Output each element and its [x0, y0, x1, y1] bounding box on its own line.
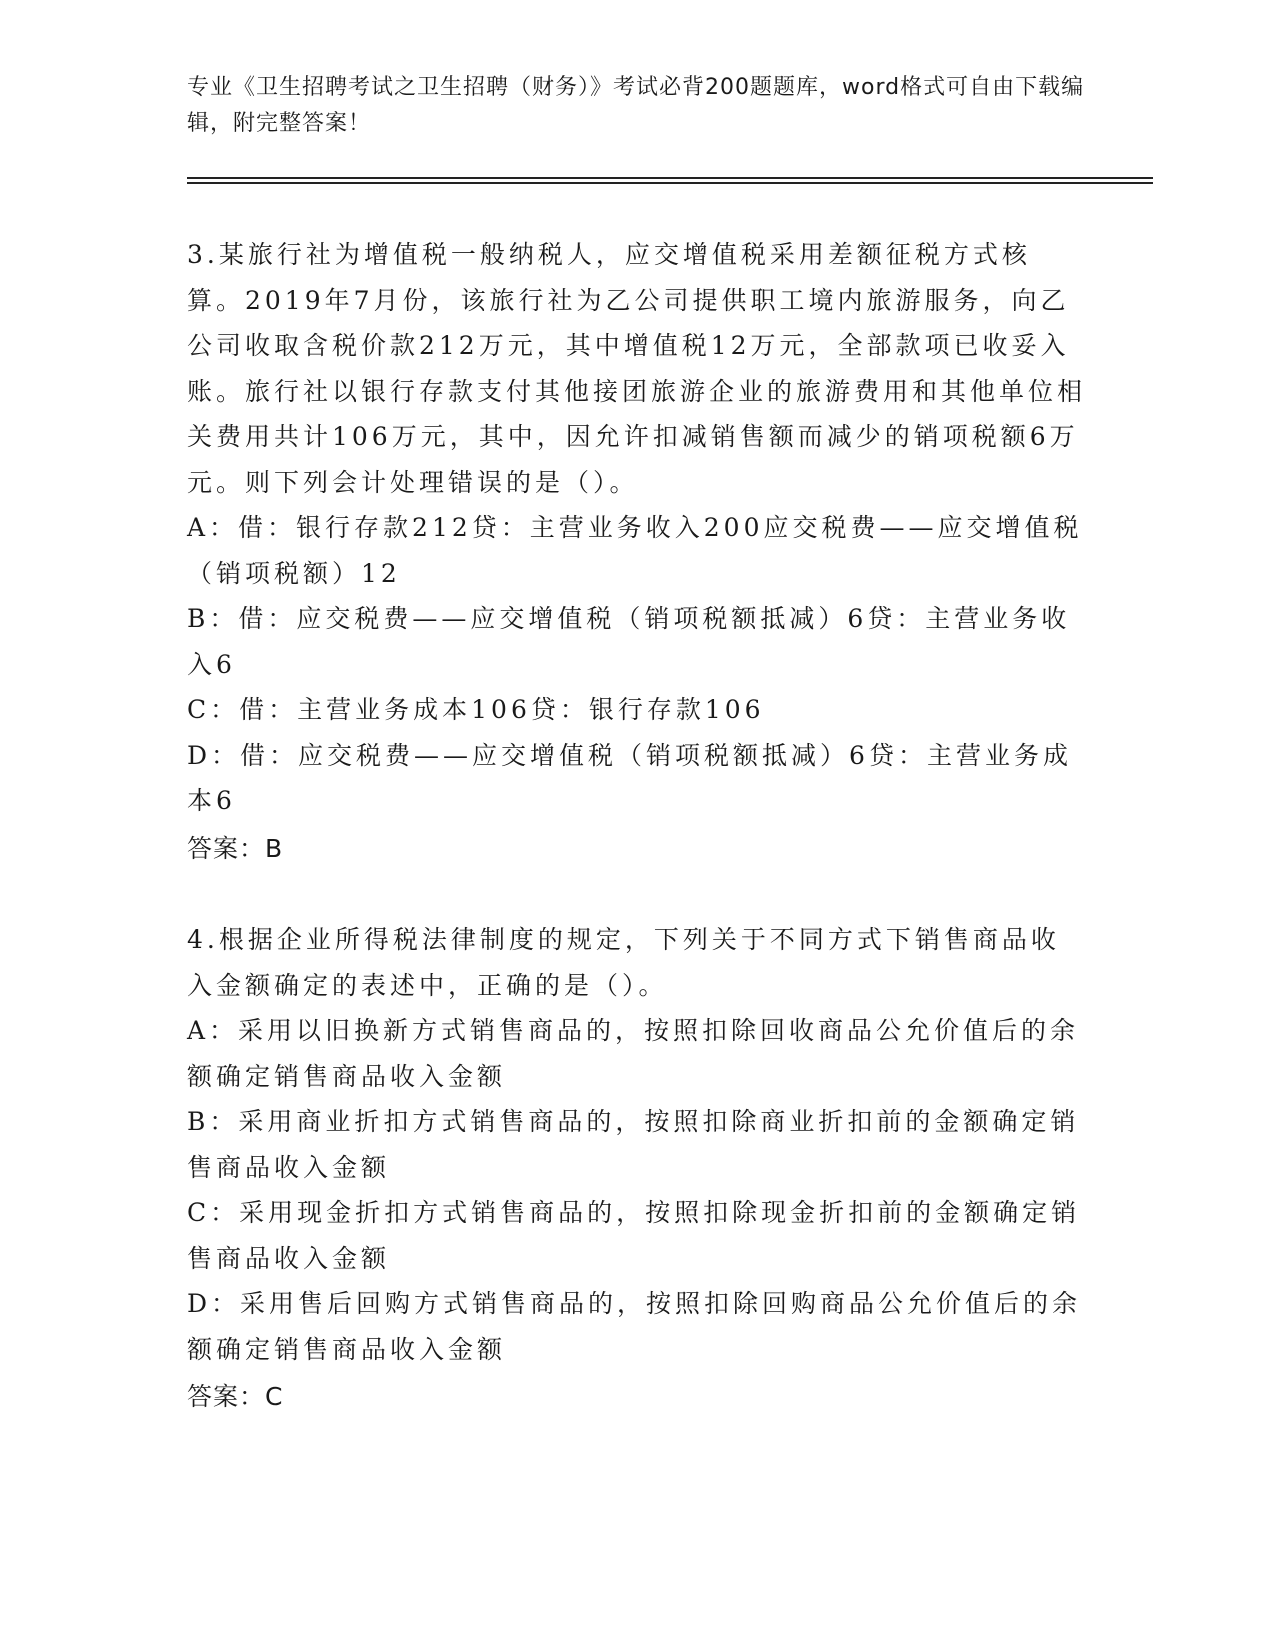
- document-header: 专业《卫生招聘考试之卫生招聘（财务）》考试必背200题题库，word格式可自由下载编辑，附完整答案！: [187, 75, 1085, 136]
- question-4: [187, 917, 1087, 1420]
- option-a: A：采用以旧换新方式销售商品的，按照扣除回收商品公允价值后的余额确定销售商品收入金额: [187, 1016, 1080, 1091]
- option-c: C：采用现金折扣方式销售商品的，按照扣除现金折扣前的金额确定销售商品收入金额: [187, 1198, 1081, 1273]
- question-stem: 4.根据企业所得税法律制度的规定，下列关于不同方式下销售商品收入金额确定的表述中，正确的是（）。: [187, 925, 1060, 1000]
- header-rule-top: [187, 177, 1153, 179]
- option-b: B：借：应交税费——应交增值税（销项税额抵减）6贷：主营业务收入6: [187, 604, 1071, 679]
- option-d: D：借：应交税费——应交增值税（销项税额抵减）6贷：主营业务成本6: [187, 740, 1072, 815]
- option-b: B：采用商业折扣方式销售商品的，按照扣除商业折扣前的金额确定销售商品收入金额: [187, 1107, 1080, 1182]
- question-stem: 3.某旅行社为增值税一般纳税人，应交增值税采用差额征税方式核算。2019年7月份，该旅行社为乙公司提供职工境内旅游服务，向乙公司收取含税价款212万元，其中增值税12万元，全部款项已收妥入账。旅行社以银行存款支付其他接团旅游企业的旅游费用和其他单位相关费用共计106万元，其中，因允许扣减销售额而减少的销项税额6万元。则下列会计处理错误的是（）。: [187, 240, 1087, 497]
- question-3: [187, 232, 1087, 871]
- answer: 答案：B: [187, 833, 284, 863]
- option-a: A：借：银行存款212贷：主营业务收入200应交税费——应交增值税（销项税额）12: [187, 513, 1083, 588]
- answer: 答案：C: [187, 1382, 284, 1411]
- option-c: C：借：主营业务成本106贷：银行存款106: [187, 695, 765, 724]
- option-d: D：采用售后回购方式销售商品的，按照扣除回购商品公允价值后的余额确定销售商品收入金额: [187, 1289, 1082, 1364]
- header-rule-bottom: [187, 182, 1153, 184]
